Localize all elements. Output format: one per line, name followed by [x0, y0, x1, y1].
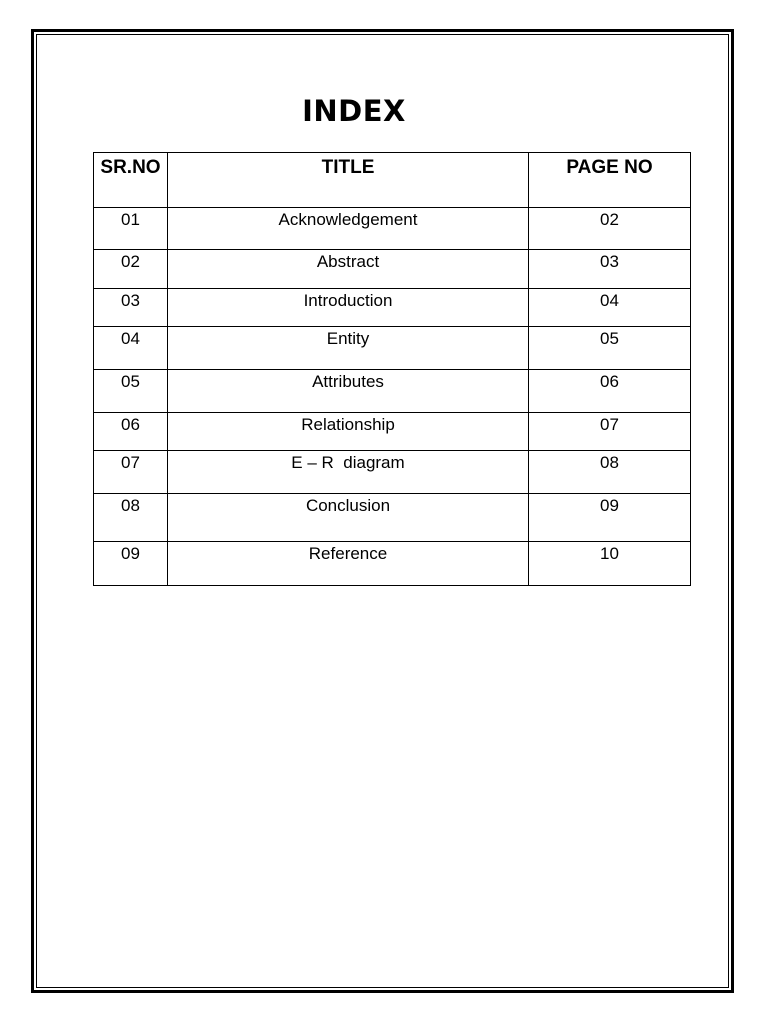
- page-title: INDEX: [302, 94, 406, 128]
- row-sr-no: 04: [94, 327, 168, 370]
- row-page-no: 04: [529, 289, 691, 327]
- index-table: [93, 152, 691, 586]
- table-row: [94, 370, 691, 413]
- row-page-no: 05: [529, 327, 691, 370]
- row-sr-no: 01: [94, 208, 168, 250]
- table-row: [94, 208, 691, 250]
- row-page-no: 03: [529, 250, 691, 289]
- table-row: [94, 250, 691, 289]
- table-row: [94, 327, 691, 370]
- row-title: Reference: [168, 542, 529, 586]
- table-row: [94, 413, 691, 451]
- row-page-no: 10: [529, 542, 691, 586]
- row-title: Acknowledgement: [168, 208, 529, 250]
- row-page-no: 08: [529, 451, 691, 494]
- row-title: Abstract: [168, 250, 529, 289]
- row-title: Introduction: [168, 289, 529, 327]
- row-sr-no: 03: [94, 289, 168, 327]
- table-row: [94, 289, 691, 327]
- row-title: Attributes: [168, 370, 529, 413]
- row-page-no: 02: [529, 208, 691, 250]
- header-page-no: PAGE NO: [529, 153, 691, 208]
- row-page-no: 07: [529, 413, 691, 451]
- table-row: [94, 494, 691, 542]
- header-sr-no: SR.NO: [94, 153, 168, 208]
- row-title: Relationship: [168, 413, 529, 451]
- row-sr-no: 08: [94, 494, 168, 542]
- row-sr-no: 05: [94, 370, 168, 413]
- row-sr-no: 09: [94, 542, 168, 586]
- row-title: Conclusion: [168, 494, 529, 542]
- table-row: [94, 451, 691, 494]
- row-page-no: 09: [529, 494, 691, 542]
- row-sr-no: 07: [94, 451, 168, 494]
- table-row: [94, 542, 691, 586]
- row-sr-no: 02: [94, 250, 168, 289]
- row-title: Entity: [168, 327, 529, 370]
- table-header-row: [94, 153, 691, 208]
- row-title: E – R diagram: [168, 451, 529, 494]
- row-page-no: 06: [529, 370, 691, 413]
- header-title: TITLE: [168, 153, 529, 208]
- row-sr-no: 06: [94, 413, 168, 451]
